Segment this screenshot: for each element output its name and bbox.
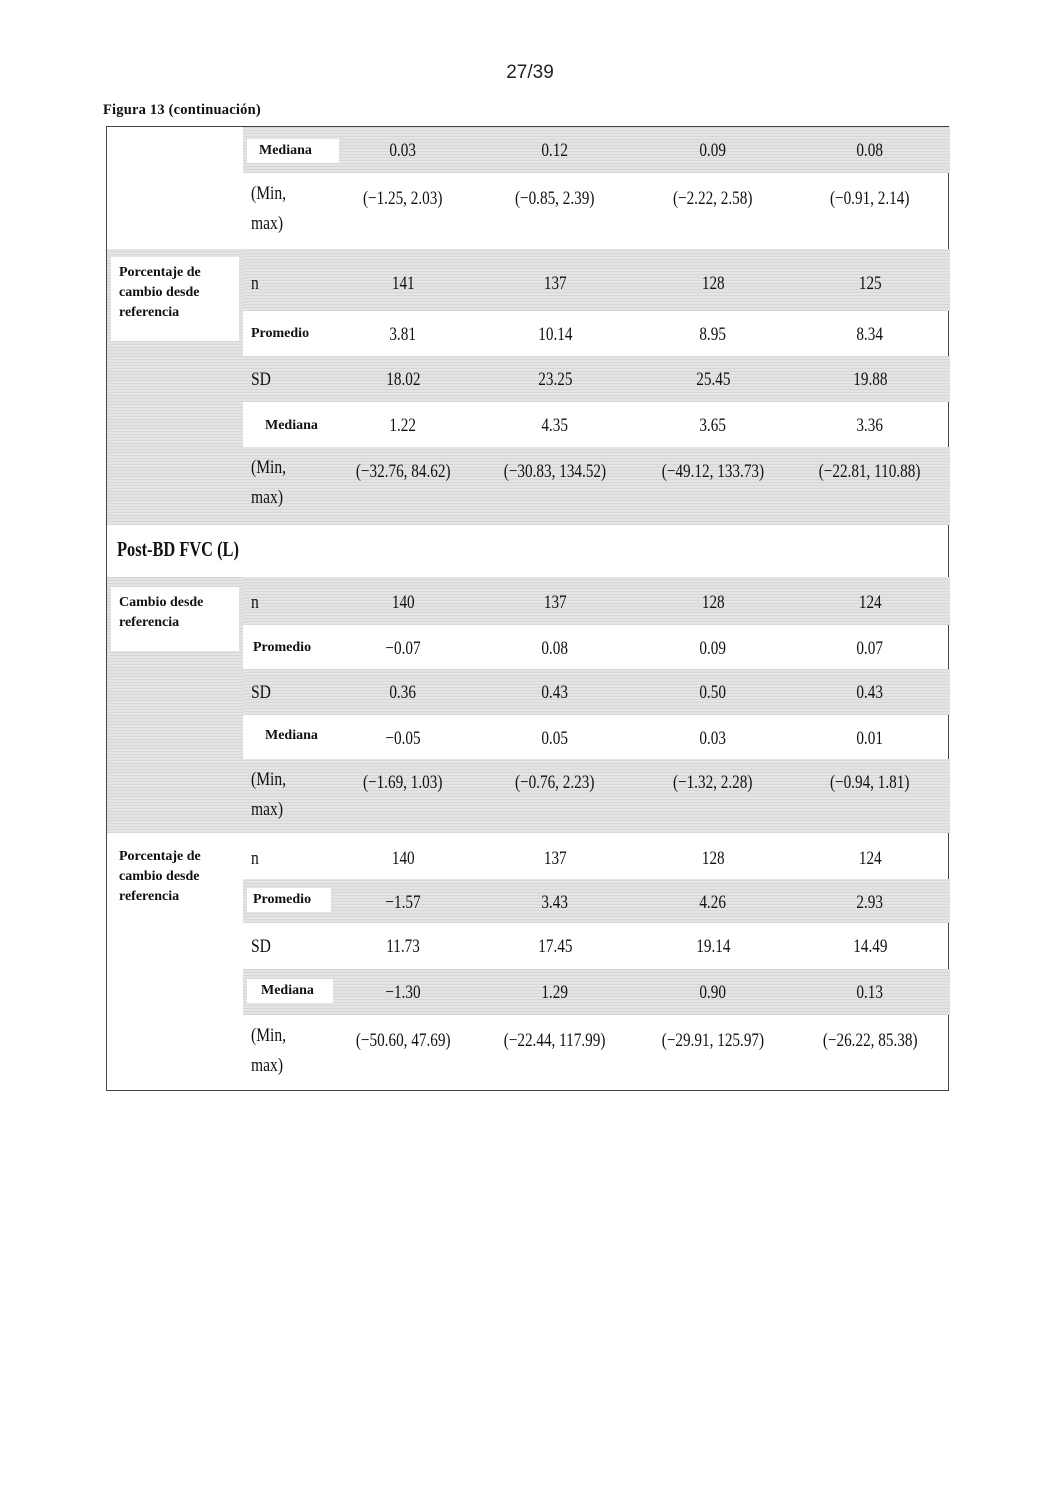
row-label: (Min, max) (251, 457, 287, 508)
data-table (106, 126, 949, 1091)
table-cell: (−0.91, 2.14) (830, 188, 910, 209)
table-row-promedio (243, 879, 950, 923)
row-label: Mediana (259, 143, 312, 158)
table-row-promedio (243, 311, 950, 356)
table-cell: 10.14 (537, 324, 573, 345)
table-cell: 3.81 (389, 324, 417, 345)
table-cell: 125 (858, 273, 882, 294)
table-cell: 0.07 (856, 638, 884, 659)
table-cell: 0.12 (541, 140, 569, 161)
table-cell: (−0.76, 2.23) (515, 772, 595, 793)
table-cell: 141 (391, 273, 415, 294)
group-label: Cambio desde referencia (111, 587, 239, 651)
table-cell: 0.43 (856, 682, 884, 703)
table-cell: (−1.69, 1.03) (363, 772, 443, 793)
table-cell: 0.03 (699, 728, 727, 749)
table-row-n (243, 577, 950, 625)
table-cell: (−1.32, 2.28) (673, 772, 753, 793)
table-row-n (243, 249, 950, 311)
table-cell: 137 (543, 592, 567, 613)
table-row-mediana (243, 127, 950, 173)
row-label: SD (251, 369, 271, 390)
table-row-min-max (243, 447, 950, 525)
table-cell: 0.08 (856, 140, 884, 161)
table-cell: 140 (391, 592, 415, 613)
table-cell: −1.57 (385, 892, 421, 913)
table-cell: 14.49 (852, 936, 888, 957)
table-cell: 128 (701, 848, 725, 869)
row-label: (Min, max) (251, 183, 287, 234)
table-cell: 2.93 (856, 892, 884, 913)
table-cell: 0.01 (856, 728, 884, 749)
table-cell: 11.73 (386, 936, 420, 957)
table-row-sd (243, 356, 950, 402)
table-cell: 8.34 (856, 324, 884, 345)
table-row-sd (243, 923, 950, 969)
table-cell: 128 (701, 273, 725, 294)
table-cell: 0.09 (699, 638, 727, 659)
page-number: 27/39 (506, 62, 554, 83)
table-cell: (−2.22, 2.58) (673, 188, 753, 209)
table-cell: (−0.85, 2.39) (515, 188, 595, 209)
table-cell: 0.09 (699, 140, 727, 161)
row-label: (Min, max) (251, 1025, 287, 1076)
table-row-sd (243, 669, 950, 715)
table-cell: (−22.81, 110.88) (819, 461, 921, 482)
table-cell: 137 (543, 273, 567, 294)
table-row-mediana (243, 715, 950, 759)
table-cell: (−49.12, 133.73) (661, 461, 765, 482)
row-label: SD (251, 936, 271, 957)
table-row-min-max (243, 1015, 950, 1089)
row-label: Promedio (253, 892, 312, 907)
table-cell: 3.43 (541, 892, 569, 913)
table-row-mediana (243, 402, 950, 447)
table-cell: 4.26 (699, 892, 727, 913)
table-cell: 1.22 (389, 415, 417, 436)
table-row-n (243, 833, 950, 879)
table-cell: −1.30 (385, 982, 421, 1003)
table-cell: 19.14 (695, 936, 731, 957)
table-cell: 137 (543, 848, 567, 869)
table-cell: 0.43 (541, 682, 569, 703)
table-cell: 8.95 (699, 324, 727, 345)
table-row-min-max (243, 173, 950, 249)
table-cell: 18.02 (385, 369, 421, 390)
table-cell: (−0.94, 1.81) (830, 772, 910, 793)
row-label: SD (251, 682, 271, 703)
table-cell: (−1.25, 2.03) (363, 188, 443, 209)
table-row-promedio (243, 625, 950, 669)
table-cell: 0.36 (389, 682, 417, 703)
row-label: Mediana (265, 418, 318, 433)
table-cell: 1.29 (541, 982, 569, 1003)
table-cell: (−32.76, 84.62) (355, 461, 451, 482)
table-row-mediana (243, 969, 950, 1015)
table-cell: 19.88 (852, 369, 888, 390)
table-cell: 0.90 (699, 982, 727, 1003)
table-cell: 0.05 (541, 728, 569, 749)
row-label: n (251, 848, 259, 869)
section-title: Post-BD FVC (L) (117, 537, 239, 561)
table-cell: 0.08 (541, 638, 569, 659)
table-cell: 25.45 (695, 369, 731, 390)
table-cell: (−30.83, 134.52) (503, 461, 607, 482)
table-cell: 17.45 (537, 936, 573, 957)
table-cell: −0.07 (385, 638, 421, 659)
table-cell: 0.50 (699, 682, 727, 703)
table-row-min-max (243, 759, 950, 833)
table-cell: 0.13 (856, 982, 884, 1003)
table-cell: 23.25 (537, 369, 573, 390)
table-cell: 0.03 (389, 140, 417, 161)
table-cell: (−22.44, 117.99) (504, 1030, 606, 1051)
row-label: Promedio (251, 326, 310, 341)
row-label: Mediana (261, 983, 314, 998)
table-cell: (−50.60, 47.69) (355, 1030, 451, 1051)
table-cell: 124 (858, 592, 882, 613)
table-cell: (−26.22, 85.38) (822, 1030, 918, 1051)
group-label: Porcentaje de cambio desde referencia (111, 257, 239, 341)
row-label: n (251, 592, 259, 613)
table-cell: 140 (391, 848, 415, 869)
row-label: (Min, max) (251, 769, 287, 820)
table-cell: 3.36 (856, 415, 884, 436)
row-label: Mediana (265, 728, 318, 743)
figure-caption: Figura 13 (continuación) (103, 102, 261, 118)
table-cell: 124 (858, 848, 882, 869)
group-label: Porcentaje de cambio desde referencia (111, 841, 239, 925)
row-label: Promedio (253, 640, 312, 655)
table-cell: 4.35 (541, 415, 569, 436)
table-cell: 128 (701, 592, 725, 613)
table-cell: (−29.91, 125.97) (661, 1030, 765, 1051)
table-cell: −0.05 (385, 728, 421, 749)
table-cell: 3.65 (699, 415, 727, 436)
row-label: n (251, 273, 259, 294)
